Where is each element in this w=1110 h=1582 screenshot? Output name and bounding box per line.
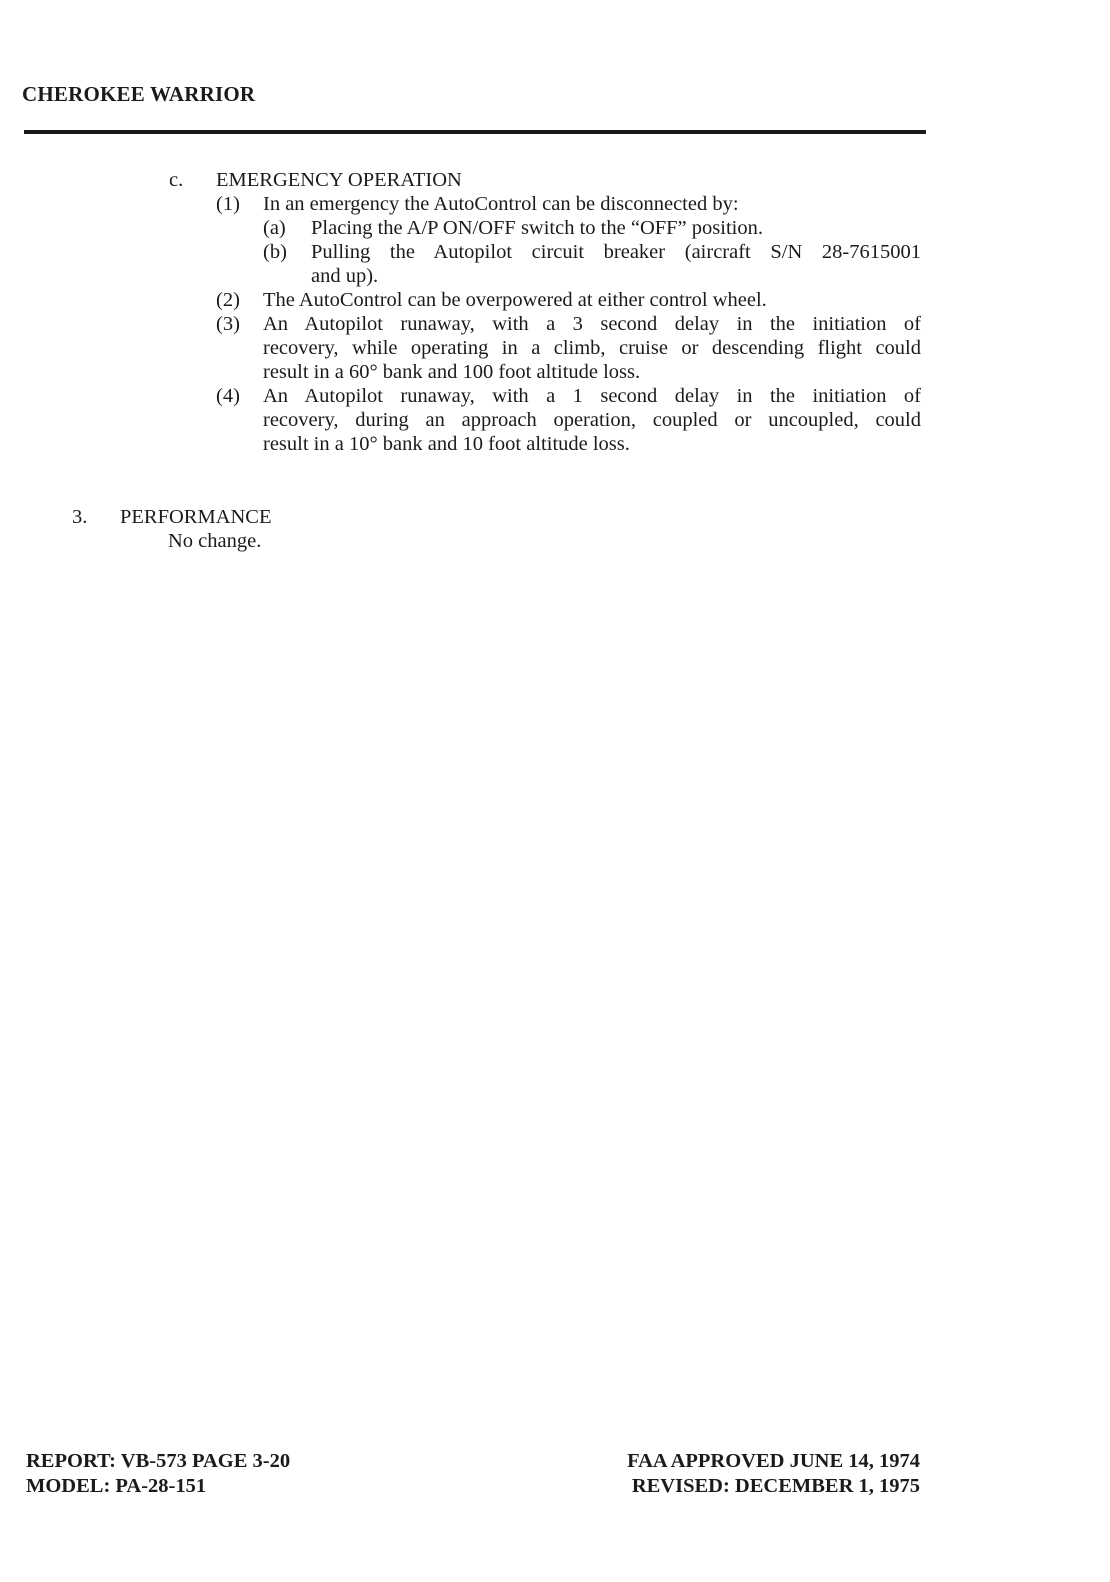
item-1a-text: Placing the A/P ON/OFF switch to the “OFF” position. xyxy=(311,217,763,239)
section-c-marker: c. xyxy=(169,169,184,191)
footer-model: MODEL: PA-28-151 xyxy=(26,1475,207,1497)
item-3-line-2: recovery, while operating in a climb, cruise or descending flight could xyxy=(263,337,921,359)
item-1-text: In an emergency the AutoControl can be disconnected by: xyxy=(263,193,739,215)
item-4-line-3: result in a 10° bank and 10 foot altitude loss. xyxy=(263,433,630,455)
section-3-number: 3. xyxy=(72,506,88,528)
item-4-line-2: recovery, during an approach operation, coupled or uncoupled, could xyxy=(263,409,921,431)
item-4-line-1: An Autopilot runaway, with a 1 second delay in the initiation of xyxy=(263,385,921,407)
item-1b-number: (b) xyxy=(263,241,287,263)
item-2-number: (2) xyxy=(216,289,240,311)
footer-report: REPORT: VB-573 PAGE 3-20 xyxy=(26,1450,291,1472)
item-1b-line-1: Pulling the Autopilot circuit breaker (aircraft S/N 28-7615001 xyxy=(311,241,921,263)
item-3-line-1: An Autopilot runaway, with a 3 second delay in the initiation of xyxy=(263,313,921,335)
section-3-body: No change. xyxy=(168,530,262,552)
item-3-line-3: result in a 60° bank and 100 foot altitude loss. xyxy=(263,361,641,383)
item-3-number: (3) xyxy=(216,313,240,335)
section-c-heading: EMERGENCY OPERATION xyxy=(216,169,462,191)
document-title: CHEROKEE WARRIOR xyxy=(22,82,256,106)
footer-approved: FAA APPROVED JUNE 14, 1974 xyxy=(627,1450,920,1472)
section-3-heading: PERFORMANCE xyxy=(120,506,272,528)
footer-revised: REVISED: DECEMBER 1, 1975 xyxy=(631,1475,920,1497)
header-rule xyxy=(24,130,926,134)
item-2-text: The AutoControl can be overpowered at either control wheel. xyxy=(263,289,767,311)
item-4-number: (4) xyxy=(216,385,240,407)
item-1a-number: (a) xyxy=(263,217,286,239)
item-1-number: (1) xyxy=(216,193,240,215)
item-1b-line-2: and up). xyxy=(311,265,379,287)
